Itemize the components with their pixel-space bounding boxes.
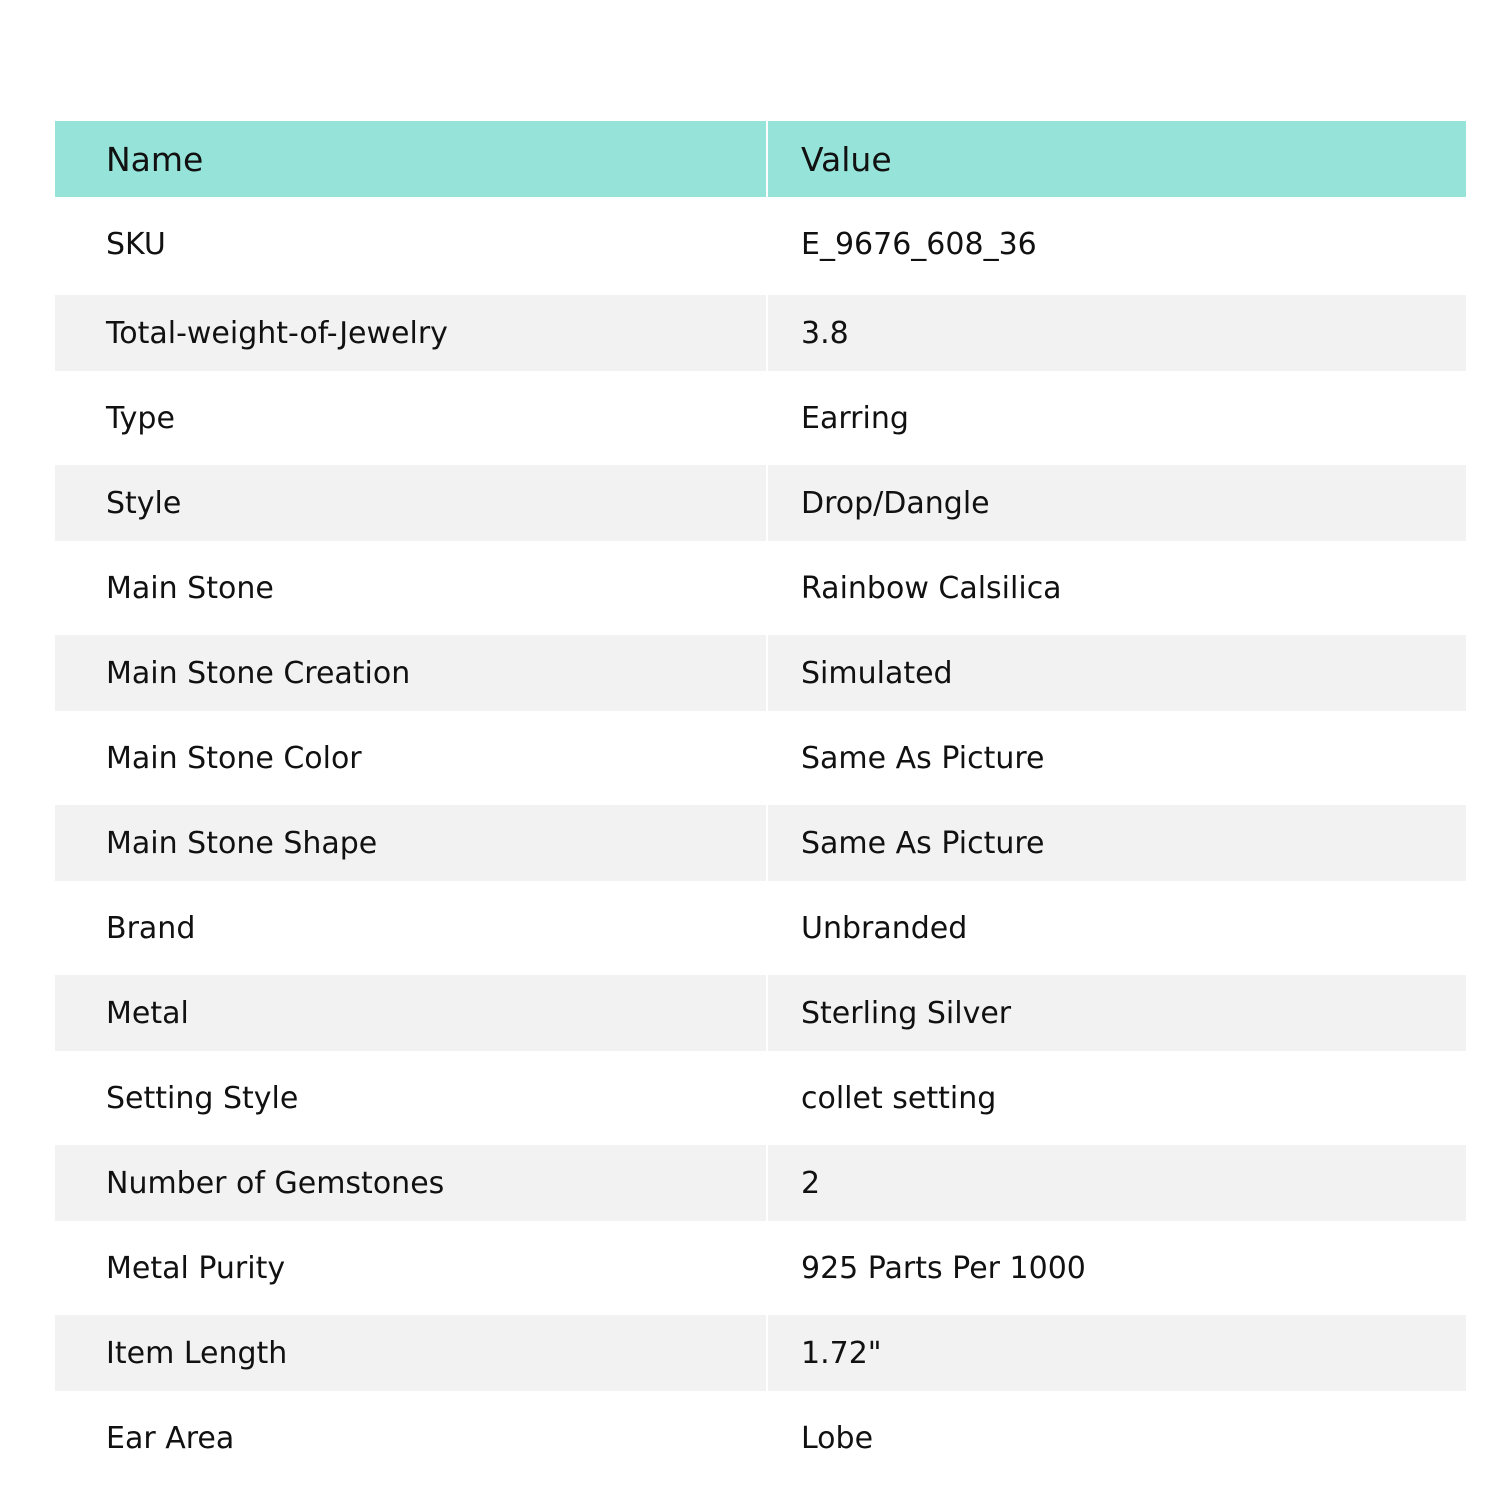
row-name: Type: [55, 376, 766, 461]
table-row: [55, 465, 1466, 541]
table-row: [55, 376, 1466, 461]
row-name: Style: [55, 465, 766, 541]
table-row: [55, 1056, 1466, 1141]
row-name: SKU: [55, 197, 766, 291]
table-row: [55, 1226, 1466, 1311]
table-row: [55, 295, 1466, 371]
row-name: Number of Gemstones: [55, 1145, 766, 1221]
table-row: [55, 886, 1466, 971]
row-value: E_9676_608_36: [768, 197, 1466, 291]
row-value: collet setting: [768, 1056, 1466, 1141]
header-name: Name: [55, 121, 766, 197]
table-row: [55, 975, 1466, 1051]
table-row: [55, 1145, 1466, 1221]
table-row: [55, 716, 1466, 801]
row-name: Setting Style: [55, 1056, 766, 1141]
row-name: Main Stone Color: [55, 716, 766, 801]
row-value: Earring: [768, 376, 1466, 461]
row-value: Simulated: [768, 635, 1466, 711]
row-name: Metal Purity: [55, 1226, 766, 1311]
row-name: Main Stone: [55, 546, 766, 631]
row-name: Total-weight-of-Jewelry: [55, 295, 766, 371]
spec-table: [55, 121, 1466, 1481]
table-row: [55, 546, 1466, 631]
table-row: [55, 805, 1466, 881]
row-value: Drop/Dangle: [768, 465, 1466, 541]
row-name: Main Stone Creation: [55, 635, 766, 711]
row-name: Main Stone Shape: [55, 805, 766, 881]
row-name: Item Length: [55, 1315, 766, 1391]
table-row: [55, 1315, 1466, 1391]
row-value: 2: [768, 1145, 1466, 1221]
table-row: [55, 1396, 1466, 1481]
row-value: Rainbow Calsilica: [768, 546, 1466, 631]
row-name: Ear Area: [55, 1396, 766, 1481]
table-row: [55, 635, 1466, 711]
table-row: [55, 197, 1466, 291]
row-value: Lobe: [768, 1396, 1466, 1481]
row-value: 3.8: [768, 295, 1466, 371]
row-value: Same As Picture: [768, 805, 1466, 881]
row-value: Same As Picture: [768, 716, 1466, 801]
row-value: 925 Parts Per 1000: [768, 1226, 1466, 1311]
header-value: Value: [768, 121, 1466, 197]
table-header-row: [55, 121, 1466, 197]
row-value: 1.72": [768, 1315, 1466, 1391]
row-name: Metal: [55, 975, 766, 1051]
row-value: Sterling Silver: [768, 975, 1466, 1051]
row-value: Unbranded: [768, 886, 1466, 971]
row-name: Brand: [55, 886, 766, 971]
